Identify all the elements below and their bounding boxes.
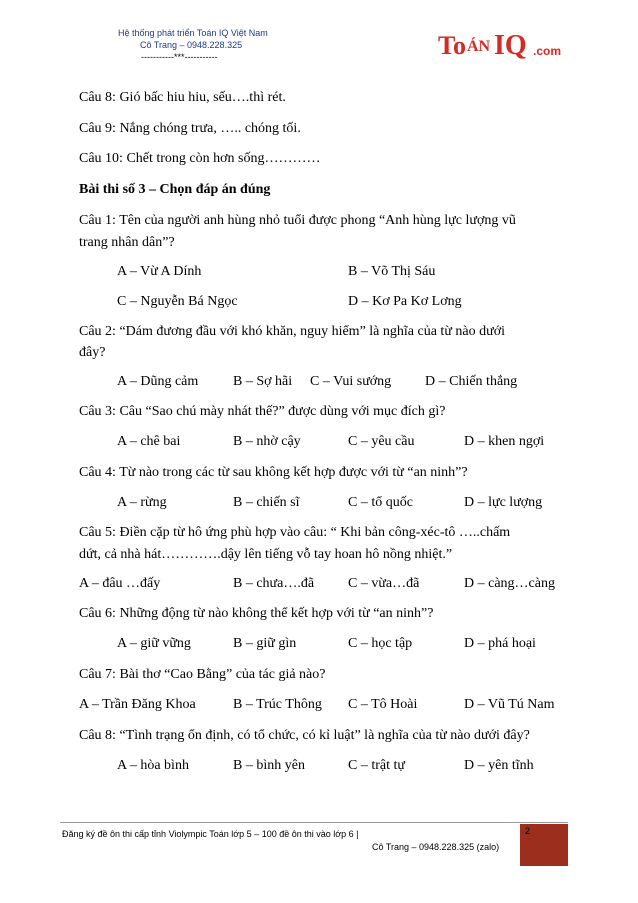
answer-option: B – Võ Thị Sáu xyxy=(348,264,436,279)
answer-option: D – yên tĩnh xyxy=(464,758,534,773)
question-line: Câu 8: “Tình trạng ổn định, có tổ chức, có kỉ luật” là nghĩa của từ nào dưới đây? xyxy=(79,728,530,743)
logo-to: To xyxy=(438,31,466,60)
question-line: Câu 10: Chết trong còn hơn sống………… xyxy=(79,151,321,166)
answer-option: D – Chiến thắng xyxy=(425,374,518,389)
question-line: đây? xyxy=(79,345,106,360)
answer-option: A – hòa bình xyxy=(117,758,189,773)
answer-option: A – rừng xyxy=(117,495,167,510)
answer-option: C – Tô Hoài xyxy=(348,697,418,712)
answer-option: B – bình yên xyxy=(233,758,305,773)
answer-option: D – khen ngợi xyxy=(464,434,545,449)
answer-option: A – đâu …đấy xyxy=(79,576,161,591)
question-line: Câu 8: Gió bấc hiu hiu, sếu….thì rét. xyxy=(79,90,286,105)
answer-option: D – càng…càng xyxy=(464,576,555,591)
answer-option: B – Trúc Thông xyxy=(233,697,322,712)
question-line: trang nhân dân”? xyxy=(79,235,175,250)
answer-option: C – trật tự xyxy=(348,758,405,773)
answer-option: D – lực lượng xyxy=(464,495,543,510)
question-line: Câu 9: Nắng chóng trưa, ….. chóng tối. xyxy=(79,121,301,136)
answer-option: C – học tập xyxy=(348,636,413,651)
question-line: Câu 1: Tên của người anh hùng nhỏ tuổi được phong “Anh hùng lực lượng vũ xyxy=(79,213,516,228)
answer-option: C – vừa…đã xyxy=(348,576,420,591)
question-line: Câu 7: Bài thơ “Cao Bằng” của tác giả nào? xyxy=(79,667,326,682)
header-org-name: Hệ thống phát triển Toán IQ Việt Nam xyxy=(118,28,268,38)
logo-iq: IQ xyxy=(494,30,527,61)
answer-option: B – giữ gìn xyxy=(233,636,297,651)
answer-option: C – tổ quốc xyxy=(348,495,413,510)
footer-contact: Cô Trang – 0948.228.325 (zalo) xyxy=(372,842,500,852)
answer-option: B – nhờ cậy xyxy=(233,434,301,449)
answer-option: A – giữ vững xyxy=(117,636,191,651)
question-line: Câu 5: Điền cặp từ hô ứng phù hợp vào câu: “ Khi bản công-xéc-tô …..chấm xyxy=(79,525,511,540)
question-line: dứt, cả nhà hát………….dậy lên tiếng vỗ tay hoan hô nồng nhiệt.” xyxy=(79,547,453,562)
logo-an: ÁN xyxy=(467,38,491,55)
answer-option: D – phá hoại xyxy=(464,636,536,651)
answer-option: A – Vừ A Dính xyxy=(117,264,202,279)
answer-option: D – Vũ Tú Nam xyxy=(464,697,555,712)
header-contact: Cô Trang – 0948.228.325 xyxy=(140,40,243,50)
answer-option: A – Trần Đăng Khoa xyxy=(79,697,196,712)
answer-option: C – Vui sướng xyxy=(310,374,392,389)
answer-option: A – chê bai xyxy=(117,434,181,449)
question-line: Câu 2: “Dám đương đầu với khó khăn, nguy hiểm” là nghĩa của từ nào dưới xyxy=(79,324,505,339)
answer-option: C – yêu cầu xyxy=(348,434,415,449)
answer-option: C – Nguyễn Bá Ngọc xyxy=(117,294,238,309)
page-number: 2 xyxy=(525,826,531,836)
question-line: Câu 6: Những động từ nào không thể kết hợp với từ “an ninh”? xyxy=(79,606,434,621)
answer-option: A – Dũng cảm xyxy=(117,374,199,389)
logo-com: .com xyxy=(533,44,562,58)
toaniq-logo xyxy=(438,30,568,68)
section-title: Bài thi số 3 – Chọn đáp án đúng xyxy=(79,182,271,197)
answer-option: B – chiến sĩ xyxy=(233,495,300,510)
footer-text: Đăng ký đề ôn thi cấp tỉnh Violympic Toán lớp 5 – 100 đề ôn thi vào lớp 6 | xyxy=(62,829,359,839)
answer-option: D – Kơ Pa Kơ Lơng xyxy=(348,294,462,309)
answer-option: B – Sợ hãi xyxy=(233,374,293,389)
header-divider: -----------***----------- xyxy=(141,52,218,62)
question-line: Câu 4: Từ nào trong các từ sau không kết hợp được với từ “an ninh”? xyxy=(79,465,468,480)
footer-divider xyxy=(60,822,568,823)
question-line: Câu 3: Câu “Sao chú mày nhát thế?” được dùng với mục đích gì? xyxy=(79,404,446,419)
page-number-box xyxy=(520,824,568,866)
answer-option: B – chưa….đã xyxy=(233,576,315,591)
